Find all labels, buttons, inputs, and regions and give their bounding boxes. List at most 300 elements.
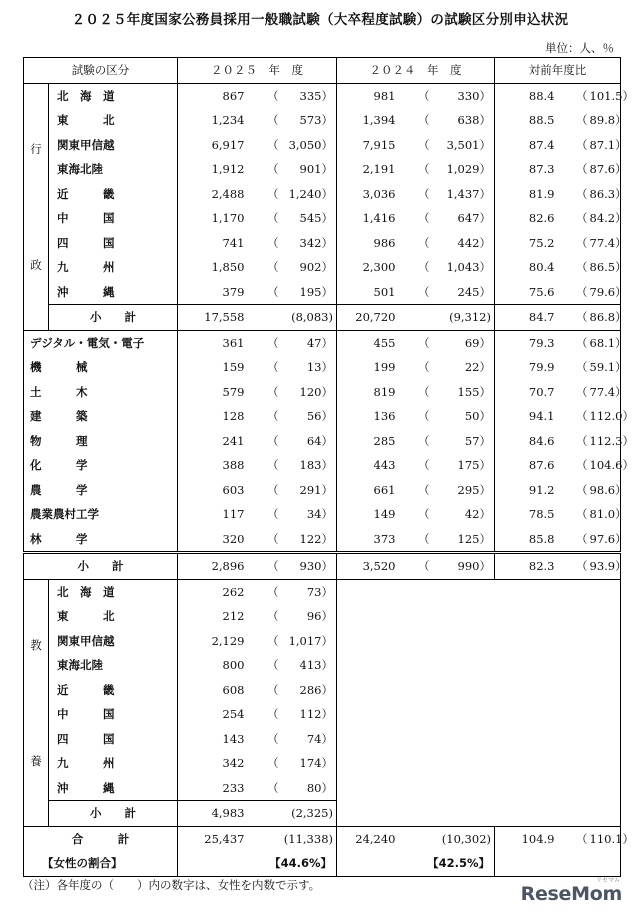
close-paren: ） [479,482,491,497]
close-paren: ） [615,162,627,177]
category-name: 北 海 道 [57,584,115,599]
ratio-women [589,404,634,429]
section-label-top: 行 [30,141,42,156]
header-category: 試験の区分 [24,58,178,84]
value-2024: 981 [337,83,402,108]
women-2025 [281,280,337,305]
close-paren: ） [321,88,333,103]
ratio-women [589,157,627,182]
women-2024 [432,527,495,553]
ratio-women [589,429,634,454]
section-label-top: 教 [30,637,42,652]
close-paren: ） [321,531,333,546]
category-name: 土 木 [24,380,178,405]
open-paren: （ [418,384,430,399]
subtotal-row [24,305,621,331]
open-paren: （ [576,335,588,350]
women-2025-value: 3,050 [288,137,322,152]
women-2024-value: 175 [457,458,480,473]
value-2025: 241 [178,429,251,454]
women-2025 [281,133,337,158]
women-2024-value: 442 [457,235,480,250]
women-2025 [281,678,337,703]
value-2025: 2,129 [178,629,251,654]
value-2025: 379 [178,280,251,305]
category-name: 北 海 道 [57,88,115,103]
open-paren: （ [576,137,588,152]
value-2025: 6,917 [178,133,251,158]
women-2024-value: 1,029 [446,162,480,177]
ratio-women [589,330,627,355]
ratio-women [589,231,627,256]
women-2025 [281,604,337,629]
women-2024-value: 647 [457,211,480,226]
open-paren: （ [418,186,430,201]
open-paren: （ [267,113,279,128]
women-2025-value: 34 [306,507,322,522]
value-2024: 3,520 [337,553,402,580]
close-paren: ） [615,384,627,399]
women-2025-value: 47 [306,335,322,350]
ratio-value: 80.4 [495,255,561,280]
ratio-women-value: 104.6 [589,458,623,473]
table-row [24,255,621,280]
women-2025-value: 96 [306,609,322,624]
close-paren: ） [479,507,491,522]
category-name: 農 学 [24,478,178,503]
open-paren: （ [418,235,430,250]
category-name: 林 学 [24,527,178,553]
female-ratio-row [24,851,621,876]
ratio-women-value: 110.1 [589,831,623,846]
value-2025: 741 [178,231,251,256]
value-2025: 117 [178,502,251,527]
table-row [24,280,621,305]
category-name: 四 国 [57,731,115,746]
close-paren: ） [479,137,491,152]
close-paren: ） [615,235,627,250]
ratio-women [589,182,627,207]
women-2025-value: 902 [299,260,322,275]
resemom-logo [520,877,622,905]
value-2024: 24,240 [337,826,402,851]
close-paren: ） [321,113,333,128]
page-title: ２０２５年度国家公務員採用一般職試験（大卒程度試験）の試験区分別申込状況 [71,12,569,28]
value-2025: 320 [178,527,251,553]
open-paren: （ [267,584,279,599]
subtotal-label: 小 計 [24,553,178,580]
women-2024 [432,355,495,380]
ratio-women-value: 86.3 [589,186,616,201]
ratio-women [589,478,627,503]
category-name: 東海北陸 [57,658,103,673]
close-paren: ） [321,584,333,599]
women-2025 [281,453,337,478]
women-2025 [281,157,337,182]
unit-label: 単位：人、％ [545,41,614,55]
close-paren: ） [479,260,491,275]
open-paren: （ [576,384,588,399]
close-paren: ） [479,113,491,128]
value-2024: 661 [337,478,402,503]
open-paren: （ [418,458,430,473]
open-paren: （ [267,609,279,624]
open-paren: （ [418,409,430,424]
ratio-women [589,826,634,851]
close-paren: ） [615,310,627,325]
open-paren: （ [576,88,588,103]
women-2024 [432,231,495,256]
category-name: 機 械 [24,355,178,380]
value-2025: 342 [178,751,251,776]
women-2024-value: 22 [464,360,480,375]
open-paren: （ [418,113,430,128]
women-2024 [432,502,495,527]
women-2025 [281,727,337,752]
open-paren: （ [267,633,279,648]
value-2025: 159 [178,355,251,380]
subtotal-label: 小 計 [90,806,136,821]
value-2024: 3,036 [337,182,402,207]
open-paren: （ [267,235,279,250]
close-paren: ） [321,360,333,375]
open-paren: （ [576,162,588,177]
open-paren: （ [576,409,588,424]
women-2025-value: 286 [299,682,322,697]
section-label [24,579,49,826]
open-paren: （ [576,360,588,375]
women-2025 [281,629,337,654]
value-2024: 373 [337,527,402,553]
value-2025: 1,234 [178,108,251,133]
logo-text: ReseMom [520,883,622,905]
women-2025 [281,502,337,527]
total-label: 合 計 [24,826,178,851]
open-paren: （ [267,186,279,201]
women-2024: (9,312) [449,310,491,325]
women-2025-value: 545 [299,211,322,226]
open-paren: （ [576,458,588,473]
value-2024: 285 [337,429,402,454]
close-paren: ） [479,211,491,226]
ratio-women [589,453,634,478]
category-name: 四 国 [57,235,115,250]
women-2024 [432,553,495,580]
value-2024: 1,394 [337,108,402,133]
ratio-women [589,108,627,133]
open-paren: （ [267,658,279,673]
open-paren: （ [418,137,430,152]
women-2024: (10,302) [441,831,491,846]
open-paren: （ [267,458,279,473]
value-2025: 579 [178,380,251,405]
ratio-value: 87.3 [495,157,561,182]
women-2025-value: 13 [306,360,322,375]
women-2025 [281,751,337,776]
women-2024-value: 69 [464,335,480,350]
table-row [24,355,621,380]
open-paren: （ [576,531,588,546]
open-paren: （ [576,831,588,846]
close-paren: ） [615,507,627,522]
ratio-women-value: 84.2 [589,211,616,226]
women-2025-value: 195 [299,284,322,299]
value-2025: 233 [178,776,251,801]
ratio-value: 84.7 [495,305,561,331]
subtotal-label: 小 計 [90,310,136,325]
ratio-value: 84.6 [495,429,561,454]
category-name: 東 北 [57,113,115,128]
open-paren: （ [418,360,430,375]
women-2024 [432,280,495,305]
women-2025 [281,182,337,207]
close-paren: ） [321,507,333,522]
women-2025-value: 174 [299,756,322,771]
value-2025: 17,558 [178,305,251,331]
women-2024-value: 125 [457,531,480,546]
women-2024 [432,157,495,182]
close-paren: ） [479,360,491,375]
ratio-women-value: 89.8 [589,113,616,128]
header-2025: ２０２５ 年 度 [178,58,337,84]
category-name: 東海北陸 [57,162,103,177]
close-paren: ） [479,409,491,424]
value-2025: 388 [178,453,251,478]
category-name: デジタル・電気・電子 [24,330,178,355]
ratio-value: 88.5 [495,108,561,133]
women-2024-value: 638 [457,113,480,128]
ratio-women-value: 77.4 [589,384,616,399]
close-paren: ） [615,559,627,574]
table-row [24,108,621,133]
close-paren: ） [479,284,491,299]
category-name: 沖 縄 [57,780,115,795]
open-paren: （ [267,507,279,522]
category-name: 関東甲信越 [57,633,115,648]
open-paren: （ [576,260,588,275]
ratio-women [589,527,627,553]
open-paren: （ [576,113,588,128]
women-2024-value: 42 [464,507,480,522]
open-paren: （ [576,186,588,201]
application-table [23,57,634,877]
open-paren: （ [267,531,279,546]
women-2025 [281,330,337,355]
open-paren: （ [267,707,279,722]
ratio-value: 82.6 [495,206,561,231]
category-name: 関東甲信越 [57,137,115,152]
open-paren: （ [267,211,279,226]
ratio-value: 79.9 [495,355,561,380]
women-2024 [432,255,495,280]
female-ratio-blank [495,851,621,876]
open-paren: （ [418,162,430,177]
open-paren: （ [418,531,430,546]
close-paren: ） [615,531,627,546]
women-2024 [432,182,495,207]
open-paren: （ [418,482,430,497]
women-2025 [281,702,337,727]
women-2025-value: 901 [299,162,322,177]
women-2024 [432,133,495,158]
ratio-women [589,133,627,158]
value-2024: 443 [337,453,402,478]
close-paren: ） [479,559,491,574]
women-2024-value: 990 [457,559,480,574]
category-name: 近 畿 [57,682,115,697]
women-2024-value: 330 [457,88,480,103]
women-2025-value: 122 [299,531,322,546]
close-paren: ） [479,88,491,103]
value-2024: 20,720 [337,305,402,331]
women-2025 [281,653,337,678]
women-2024-value: 245 [457,284,480,299]
ratio-women [589,380,627,405]
close-paren: ） [622,409,634,424]
total-row [24,826,621,851]
logo-small-text: リセマム [596,877,620,884]
ratio-value: 91.2 [495,478,561,503]
women-2025-value: 80 [306,780,322,795]
close-paren: ） [615,113,627,128]
table-row [24,404,621,429]
ratio-women [589,83,634,108]
women-2025-value: 573 [299,113,322,128]
open-paren: （ [576,310,588,325]
value-2024: 455 [337,330,402,355]
section-label [24,83,49,330]
value-2024: 819 [337,380,402,405]
category-name: 近 畿 [57,186,115,201]
value-2024: 2,300 [337,255,402,280]
open-paren: （ [267,360,279,375]
value-2024: 149 [337,502,402,527]
ratio-women-value: 112.3 [589,433,623,448]
open-paren: （ [576,284,588,299]
ratio-women-value: 87.1 [589,137,616,152]
footnote: （注）各年度の（ ）内の数字は、女性を内数で示す。 [22,878,321,892]
ratio-women-value: 101.5 [589,88,623,103]
open-paren: （ [267,559,279,574]
women-2024 [432,478,495,503]
table-row [24,502,621,527]
open-paren: （ [267,731,279,746]
women-2024 [432,404,495,429]
women-2024-value: 50 [464,409,480,424]
category-name: 九 州 [57,756,115,771]
women-2025 [281,255,337,280]
table-row [24,231,621,256]
section-label-bottom: 養 [30,753,42,768]
ratio-value: 94.1 [495,404,561,429]
ratio-value: 87.4 [495,133,561,158]
value-2024: 2,191 [337,157,402,182]
table-row [24,330,621,355]
ratio-value: 78.5 [495,502,561,527]
value-2024: 7,915 [337,133,402,158]
ratio-women-value: 86.8 [589,310,616,325]
women-2025 [281,380,337,405]
women-2024 [432,330,495,355]
women-2025-value: 930 [299,559,322,574]
table-row [24,182,621,207]
header-2024: ２０２４ 年 度 [337,58,495,84]
close-paren: ） [479,531,491,546]
table-row [24,579,621,604]
close-paren: ） [321,731,333,746]
close-paren: ） [479,162,491,177]
close-paren: ） [479,433,491,448]
women-2024-value: 155 [457,384,480,399]
women-2024 [432,83,495,108]
close-paren: ） [615,360,627,375]
open-paren: （ [267,88,279,103]
ratio-women [589,502,627,527]
women-2025-value: 413 [299,658,322,673]
value-2025: 867 [178,83,251,108]
value-2025: 2,896 [178,553,251,580]
value-2025: 128 [178,404,251,429]
value-2025: 603 [178,478,251,503]
close-paren: ） [479,458,491,473]
ratio-women [589,206,627,231]
header-row [24,58,621,84]
women-2024 [432,429,495,454]
ratio-women-value: 77.4 [589,235,616,250]
women-2024-value: 57 [464,433,480,448]
close-paren: ） [622,831,634,846]
ratio-value: 82.3 [495,553,561,580]
women-2025 [281,355,337,380]
open-paren: （ [576,507,588,522]
close-paren: ） [321,559,333,574]
open-paren: （ [576,211,588,226]
value-2025: 254 [178,702,251,727]
category-name: 九 州 [57,260,115,275]
category-name: 化 学 [24,453,178,478]
ratio-value: 104.9 [495,826,561,851]
open-paren: （ [576,235,588,250]
close-paren: ） [321,682,333,697]
close-paren: ） [321,260,333,275]
women-2025-value: 183 [299,458,322,473]
open-paren: （ [267,284,279,299]
women-2025-value: 64 [306,433,322,448]
ratio-value: 81.9 [495,182,561,207]
women-2025-value: 291 [299,482,322,497]
open-paren: （ [418,284,430,299]
women-2025-value: 1,017 [288,633,322,648]
close-paren: ） [615,211,627,226]
women-2025: (11,338) [283,831,333,846]
value-2025: 4,983 [178,801,251,827]
category-name: 物 理 [24,429,178,454]
ratio-women [589,255,627,280]
empty-cell [337,579,621,826]
close-paren: ） [622,88,634,103]
open-paren: （ [418,88,430,103]
open-paren: （ [418,260,430,275]
women-2024 [432,108,495,133]
table-row [24,133,621,158]
ratio-women [589,553,627,580]
women-2024-value: 295 [457,482,480,497]
open-paren: （ [267,682,279,697]
close-paren: ） [479,186,491,201]
value-2025: 262 [178,579,251,604]
table-row [24,478,621,503]
close-paren: ） [321,186,333,201]
